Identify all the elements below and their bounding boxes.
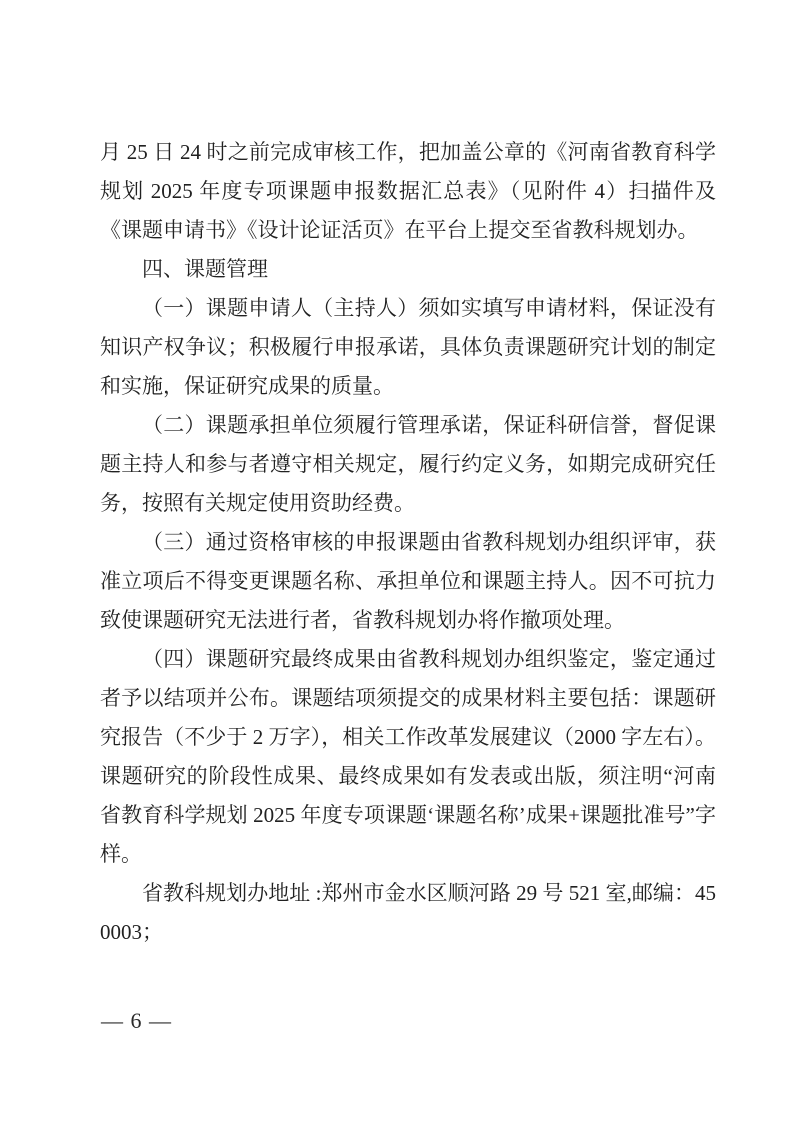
page-number: — 6 — [101,1008,172,1033]
paragraph-item-3: （三）通过资格审核的申报课题由省教科规划办组织评审，获准立项后不得变更课题名称、承担单位和课题主持人。因不可抗力致使课题研究无法进行者，省教科规划办将作撤项处理。 [100,530,716,632]
address-line: 省教科规划办地址 :郑州市金水区顺河路 29 号 521 室,邮编：450003； [100,881,716,944]
paragraph-item-1: （一）课题申请人（主持人）须如实填写申请材料，保证没有知识产权争议；积极履行申报承诺，具体负责课题研究计划的制定和实施，保证研究成果的质量。 [100,296,716,398]
document-body [100,133,716,952]
paragraph-item-4: （四）课题研究最终成果由省教科规划办组织鉴定，鉴定通过者予以结项并公布。课题结项须提交的成果材料主要包括：课题研究报告（不少于 2 万字），相关工作改革发展建议（2000 字左右）。课题研究的阶段性成果、最终成果如有发表或出版，须注明“河南省教育科学规划 2025 年度专项课题‘课题名称’成果+课题批准号”字样。 [100,647,716,866]
section-heading: 四、课题管理 [142,257,268,281]
paragraph-continuation: 月 25 日 24 时之前完成审核工作，把加盖公章的《河南省教育科学规划 2025 年度专项课题申报数据汇总表》（见附件 4）扫描件及《课题申请书》《设计论证活页》在平台上提交至省教科规划办。 [100,140,716,242]
paragraph-item-2: （二）课题承担单位须履行管理承诺，保证科研信誉，督促课题主持人和参与者遵守相关规定，履行约定义务，如期完成研究任务，按照有关规定使用资助经费。 [100,413,716,515]
